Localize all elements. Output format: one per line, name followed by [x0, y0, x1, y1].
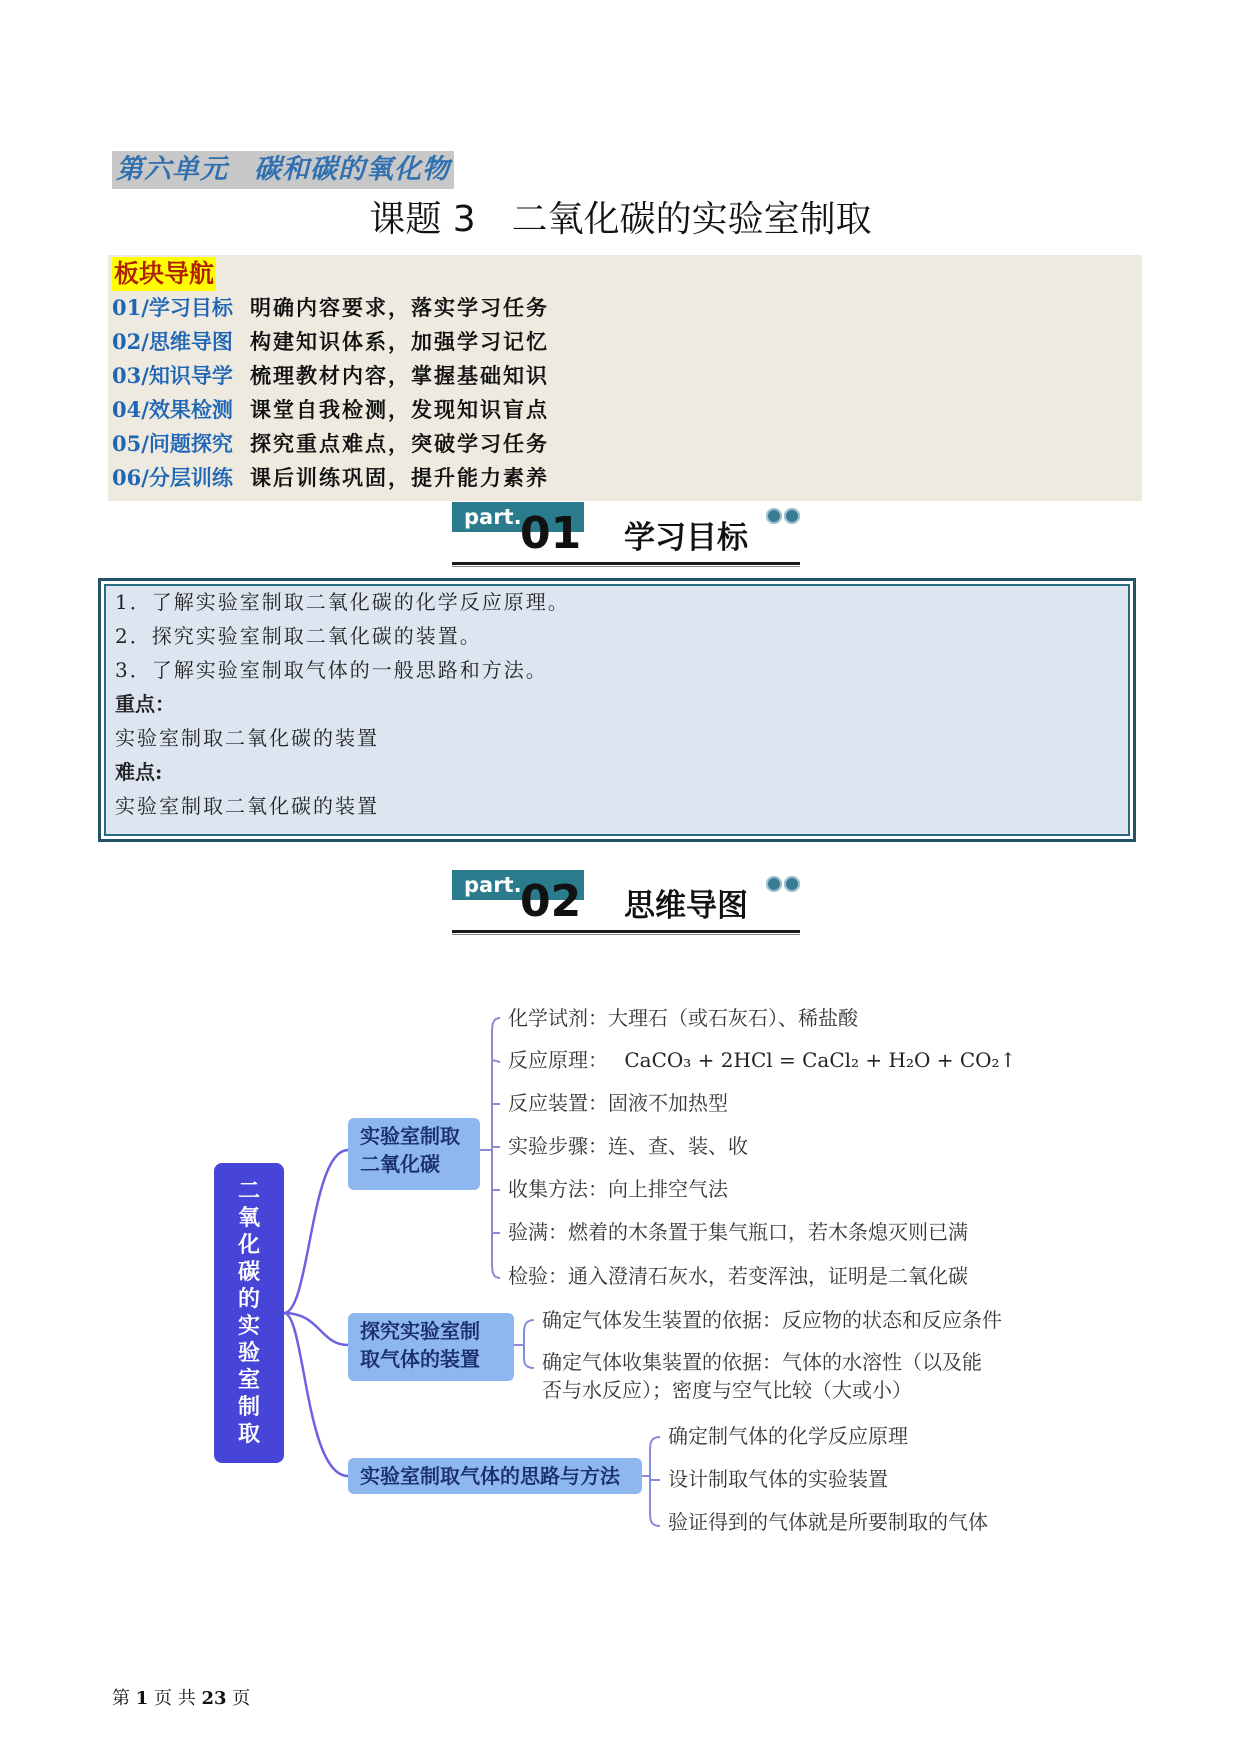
key-point-text: 实验室制取二氧化碳的装置 — [115, 726, 379, 750]
part-tag-text: part. — [464, 873, 522, 897]
nav-item-number: 05/问题探究 — [112, 431, 233, 456]
center-char: 取 — [237, 1422, 260, 1447]
center-char: 制 — [237, 1395, 260, 1420]
part-heading: 思维导图 — [624, 888, 748, 924]
mindmap-leaf: 实验步骤：连、查、装、收 — [508, 1134, 748, 1158]
mindmap-leaf: 验证得到的气体就是所要制取的气体 — [668, 1510, 988, 1534]
nav-item-number: 02/思维导图 — [112, 329, 233, 354]
center-char: 的 — [237, 1287, 260, 1312]
center-char: 验 — [237, 1341, 260, 1366]
branch-line: 探究实验室制 — [360, 1319, 480, 1343]
mindmap-leaf: 检验：通入澄清石灰水，若变浑浊，证明是二氧化碳 — [508, 1264, 968, 1288]
unit-title: 碳和碳的氧化物 — [254, 154, 450, 185]
nav-title: 板块导航 — [112, 257, 216, 291]
footer-middle: 页 共 — [154, 1688, 196, 1709]
nav-item-desc: 梳理教材内容，掌握基础知识 — [250, 363, 549, 388]
branch-line: 取气体的装置 — [360, 1347, 480, 1371]
mindmap-leaf: 确定气体发生装置的依据：反应物的状态和反应条件 — [542, 1308, 1002, 1332]
mindmap-leaf: 化学试剂：大理石（或石灰石）、稀盐酸 — [508, 1006, 858, 1030]
page-number: 1 — [135, 1688, 149, 1709]
objective-item: 1．了解实验室制取二氧化碳的化学反应原理。 — [115, 590, 570, 614]
mindmap-center-node — [214, 1163, 284, 1463]
mindmap-branch-3: 实验室制取气体的思路与方法 — [348, 1458, 642, 1494]
part-number: 02 — [520, 876, 582, 927]
center-char: 碳 — [237, 1260, 260, 1285]
lesson-name: 二氧化碳的实验室制取 — [511, 199, 872, 240]
footer-suffix: 页 — [232, 1688, 251, 1709]
difficult-point-label: 难点: — [115, 760, 163, 784]
mindmap-leaf: 确定气体收集装置的依据：气体的水溶性（以及能 — [542, 1350, 982, 1374]
mindmap-branch-2 — [348, 1313, 514, 1381]
lesson-label: 课题 3 — [369, 199, 476, 240]
part-tag-text: part. — [464, 505, 522, 529]
nav-item-number: 04/效果检测 — [112, 397, 233, 422]
center-char: 实 — [237, 1314, 260, 1339]
mindmap-branch-1 — [348, 1118, 480, 1190]
objective-item: 3．了解实验室制取气体的一般思路和方法。 — [115, 658, 548, 682]
nav-item-desc: 明确内容要求，落实学习任务 — [250, 295, 549, 320]
unit-label: 第六单元 — [116, 154, 228, 185]
objective-item: 2．探究实验室制取二氧化碳的装置。 — [115, 624, 482, 648]
key-point-label: 重点： — [115, 692, 175, 716]
mindmap-leaf — [508, 1046, 1016, 1074]
mindmap-leaf: 收集方法：向上排空气法 — [508, 1177, 728, 1201]
mindmap-leaf: 否与水反应）；密度与空气比较（大或小） — [542, 1378, 912, 1402]
mindmap-leaf: 反应装置：固液不加热型 — [508, 1091, 728, 1115]
nav-item-desc: 构建知识体系，加强学习记忆 — [250, 329, 549, 354]
footer-prefix: 第 — [112, 1688, 130, 1709]
mindmap-leaf: 设计制取气体的实验装置 — [668, 1467, 888, 1491]
nav-item-number: 01/学习目标 — [112, 295, 233, 320]
center-char: 室 — [237, 1368, 260, 1393]
leaf-label: 反应原理： — [508, 1048, 608, 1072]
total-pages: 23 — [201, 1688, 227, 1709]
mindmap-leaf: 确定制气体的化学反应原理 — [668, 1424, 908, 1448]
center-char: 氧 — [237, 1206, 260, 1231]
difficult-point-text: 实验室制取二氧化碳的装置 — [115, 794, 379, 818]
reaction-equation: CaCO₃ + 2HCl = CaCl₂ + H₂O + CO₂↑ — [624, 1048, 1017, 1072]
nav-item-desc: 探究重点难点，突破学习任务 — [250, 431, 549, 456]
branch-line: 实验室制取 — [360, 1124, 460, 1148]
mindmap-leaf: 验满：燃着的木条置于集气瓶口，若木条熄灭则已满 — [508, 1220, 968, 1244]
center-char: 二 — [237, 1179, 260, 1204]
part-heading: 学习目标 — [624, 520, 748, 556]
branch-line: 二氧化碳 — [360, 1152, 440, 1176]
nav-item-number: 03/知识导学 — [112, 363, 233, 388]
nav-item-desc: 课堂自我检测，发现知识盲点 — [250, 397, 549, 422]
nav-item-desc: 课后训练巩固，提升能力素养 — [250, 465, 549, 490]
part-number: 01 — [520, 508, 582, 559]
nav-item-number: 06/分层训练 — [112, 465, 233, 490]
center-char: 化 — [237, 1233, 260, 1258]
page-footer — [112, 1684, 250, 1710]
